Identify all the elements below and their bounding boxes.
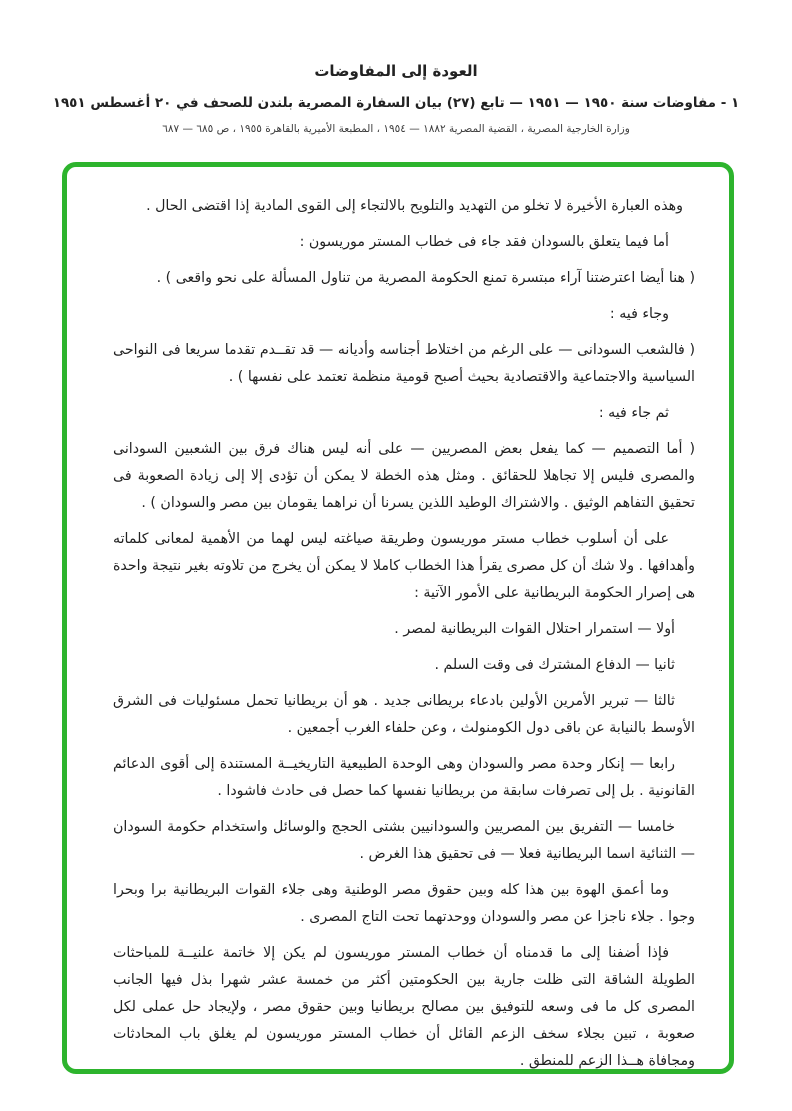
- quote-paragraph: ( فالشعب السودانى — على الرغم من اختلاط أجناسه وأديانه — قد تقــدم تقدما سريعا فى النواحى السياسية والاجتماعية والاقتصادية بحيث أصبح قومية منظمة تعتمد على نفسها ) .: [113, 342, 695, 385]
- quote-paragraph: ( هنا أيضا اعترضتنا آراء مبتسرة تمنع الحكومة المصرية من تناول المسألة على نحو واقعى ) .: [156, 270, 695, 286]
- paragraph: ثم جاء فيه :: [598, 405, 669, 421]
- paragraph: وهذه العبارة الأخيرة لا تخلو من التهديد والتلويح بالالتجاء إلى القوى المادية إذا اقتضى الحال .: [146, 198, 683, 214]
- list-item: رابعا — إنكار وحدة مصر والسودان وهى الوحدة الطبيعية التاريخيــة المستندة إلى أقوى الدعائم القانونية . بل إلى تصرفات سابقة من بريطانيا نفسها كما حصل فى حادث فاشودا .: [113, 756, 695, 799]
- document-header: [0, 0, 792, 135]
- paragraph: أما فيما يتعلق بالسودان فقد جاء فى خطاب المستر موريسون :: [299, 234, 669, 250]
- paragraph: على أن أسلوب خطاب مستر موريسون وطريقة صياغته ليس لهما من الأهمية لمعانى كلماته وأهدافها . ولا شك أن كل مصرى يقرأ هذا الخطاب كاملا لا يمكن أن يخرج من تلاوته بغير نتيجة واحدة هى إصرار الحكومة البريطانية على الأمور الآتية :: [113, 531, 695, 601]
- page-title: العودة إلى المفاوضات: [314, 62, 478, 80]
- highlighted-text-box: [62, 162, 734, 1074]
- list-item: ثانيا — الدفاع المشترك فى وقت السلم .: [434, 657, 675, 673]
- list-item: خامسا — التفريق بين المصريين والسودانيين بشتى الحجج والوسائل واستخدام حكومة السودان — الثنائية اسما البريطانية فعلا — فى تحقيق هذا الغرض .: [113, 819, 695, 862]
- paragraph: وما أعمق الهوة بين هذا كله وبين حقوق مصر الوطنية وهى جلاء القوات البريطانية برا وبحرا وجوا . جلاء ناجزا عن مصر والسودان ووحدتهما تحت التاج المصرى .: [113, 882, 695, 925]
- list-item: ثالثا — تبرير الأمرين الأولين بادعاء بريطانى جديد . هو أن بريطانيا تحمل مسئوليات فى الشرق الأوسط بالنيابة عن باقى دول الكومنولث ، وعن حلفاء الغرب أجمعين .: [113, 693, 695, 736]
- quote-paragraph: ( أما التصميم — كما يفعل بعض المصريين — على أنه ليس هناك فرق بين الشعبين السودانى والمصرى فليس إلا تجاهلا للحقائق . ومثل هذه الخطة لا يمكن أن تؤدى إلا إلى زيادة الصعوبة فى تحقيق التفاهم الوثيق . والاشتراك الوطيد اللذين يسرنا أن نراهما يقومان بين مصر والسودان ) .: [113, 441, 695, 511]
- paragraph: فإذا أضفنا إلى ما قدمناه أن خطاب المستر موريسون لم يكن إلا خاتمة علنيــة للمباحثات الطويلة الشاقة التى ظلت جارية بين الحكومتين أكثر من خمسة عشر شهرا بذل فيها الجانب المصرى كل ما فى وسعه للتوفيق بين مصالح بريطانيا وبين حقوق مصر ، ولإيجاد حل عملى لكل صعوبة ، تبين بجلاء سخف الزعم القائل أن خطاب المستر موريسون لم يغلق باب المحادثات ومجافاة هــذا الزعم للمنطق .: [113, 945, 695, 1069]
- paragraph: وجاء فيه :: [609, 306, 669, 322]
- reference-line: ١ - مفاوضات سنة ١٩٥٠ — ١٩٥١ — تابع (٢٧) بيان السفارة المصرية بلندن للصحف في ٢٠ أغسطس ١٩٥١: [52, 95, 740, 111]
- source-citation-line: وزارة الخارجية المصرية ، القضية المصرية ١٨٨٢ — ١٩٥٤ ، المطبعة الأميرية بالقاهرة ١٩٥٥ ، ص ٦٨٥ — ٦٨٧: [162, 123, 630, 135]
- list-item: أولا — استمرار احتلال القوات البريطانية لمصر .: [394, 621, 675, 637]
